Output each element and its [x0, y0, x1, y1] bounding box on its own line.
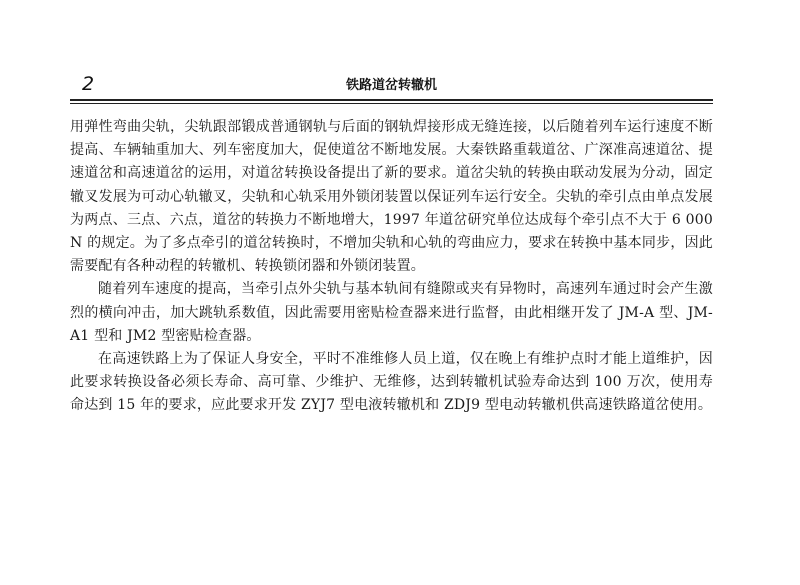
page-number: 2: [82, 73, 95, 95]
book-title: 铁路道岔转辙机: [345, 78, 437, 93]
paragraph: 在高速铁路上为了保证人身安全，平时不准维修人员上道，仅在晚上有维护点时才能上道维护，因此要求转换设备必须长寿命、高可靠、少维护、无维修，达到转辙机试验寿命达到 100 万次，使用寿命达到 15 年的要求，应此要求开发 ZYJ7 型电液转辙机和 ZDJ9 型电动转辙机供高速铁路道岔使用。: [70, 351, 713, 414]
paragraph: 随着列车速度的提高，当牵引点外尖轨与基本轨间有缝隙或夹有异物时，高速列车通过时会产生激烈的横向冲击，加大跳轨系数值，因此需要用密贴检查器来进行监督，由此相继开发了 JM-A 型、JM-A1 型和 JM2 型密贴检查器。: [70, 281, 713, 344]
running-header: [70, 72, 713, 98]
header-rule-thick: [70, 99, 713, 101]
body-text: [70, 116, 713, 418]
paragraph-continued: 用弹性弯曲尖轨，尖轨跟部锻成普通钢轨与后面的钢轨焊接形成无缝连接，以后随着列车运行速度不断提高、车辆轴重加大、列车密度加大，促使道岔不断地发展。大秦铁路重载道岔、广深准高速道岔、提速道岔和高速道岔的运用，对道岔转换设备提出了新的要求。道岔尖轨的转换由联动发展为分动，固定辙叉发展为可动心轨辙叉，尖轨和心轨采用外锁闭装置以保证列车运行安全。尖轨的牵引点由单点发展为两点、三点、六点，道岔的转换力不断地增大，1997 年道岔研究单位达成每个牵引点不大于 6 000 N 的规定。为了多点牵引的道岔转换时，不增加尖轨和心轨的弯曲应力，要求在转换中基本同步，因此需要配有各种动程的转辙机、转换锁闭器和外锁闭装置。: [70, 119, 713, 275]
header-rule-thin: [70, 103, 713, 104]
